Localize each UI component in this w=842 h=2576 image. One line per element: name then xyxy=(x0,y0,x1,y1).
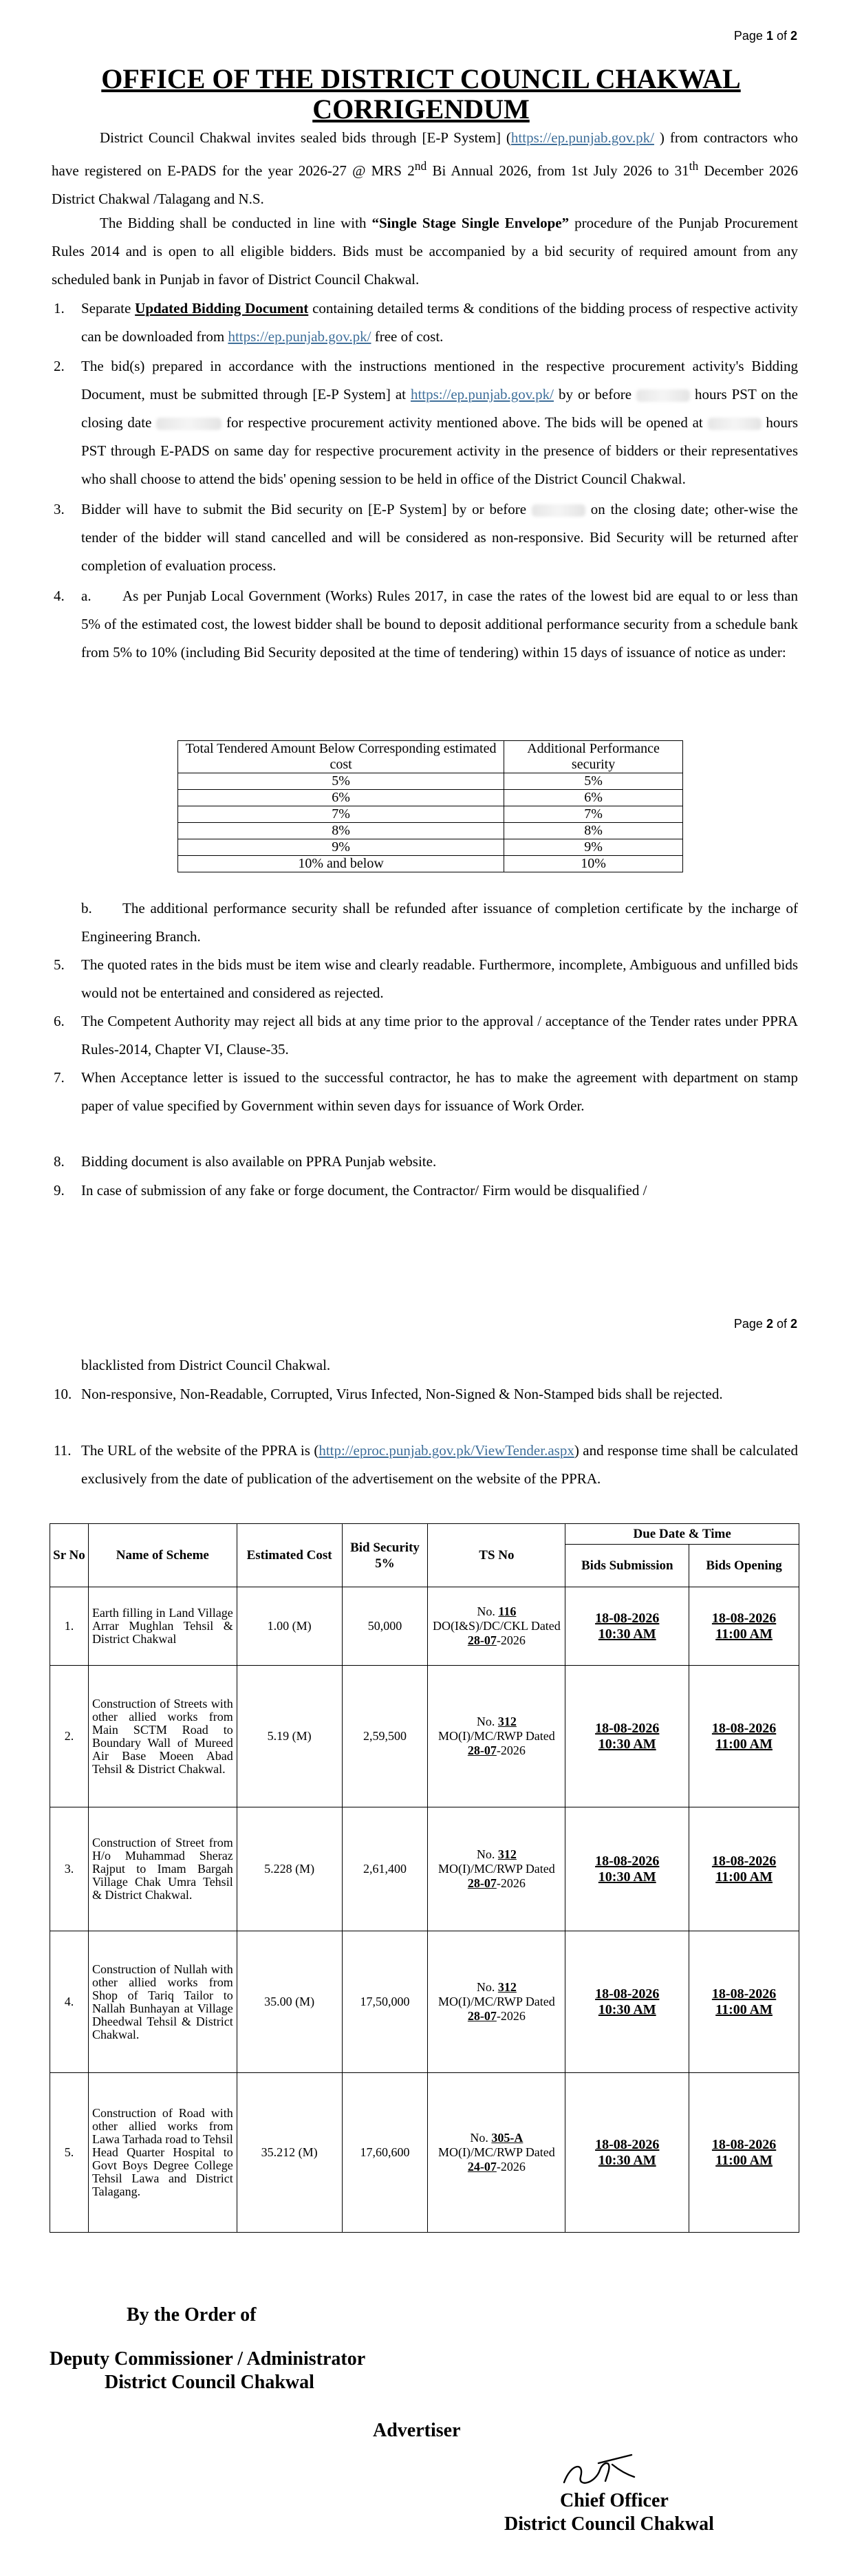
opening-datetime: 18-08-2026 11:00 AM xyxy=(689,1587,799,1666)
chief-district-council-line: District Council Chakwal xyxy=(504,2513,714,2535)
list-item-10: 10. Non-responsive, Non-Readable, Corrupted, Virus Infected, Non-Signed & Non-Stamped bids shall be rejected. xyxy=(54,1386,723,1402)
table-row: 1. Earth filling in Land Village Arrar Mughlan Tehsil & District Chakwal 1.00 (M) 50,000 No. 116 DO(I&S)/DC/CKL Dated 28-07-2026 18-08-2026 10:30 AM 18-08-2026 11:00 AM xyxy=(50,1587,799,1666)
list-item-4a: 4. a. As per Punjab Local Government (Works) Rules 2017, in case the rates of the lowest bid are equal to or less than 5% of the estimated cost, the lowest bidder shall be bound to deposit additional performance security from a schedule bank from 5% to 10% (including Bid Security deposited at the time of tendering) within 15 days of issuance of notice as under: xyxy=(54,588,798,661)
col-header-scheme: Name of Scheme xyxy=(88,1524,237,1587)
by-order-line: By the Order of xyxy=(127,2304,257,2326)
col-header-submission: Bids Submission xyxy=(565,1545,689,1587)
deputy-commissioner-line: Deputy Commissioner / Administrator xyxy=(50,2348,366,2370)
redacted-time xyxy=(636,389,690,402)
table-row: 7% 7% xyxy=(178,806,683,823)
list-item-9: 9. In case of submission of any fake or forge document, the Contractor/ Firm would be disqualified / xyxy=(54,1182,647,1199)
opening-datetime: 18-08-2026 11:00 AM xyxy=(689,1666,799,1807)
list-item-9-continued: blacklisted from District Council Chakwal. xyxy=(81,1357,331,1373)
bid-security: 2,61,400 xyxy=(342,1807,428,1931)
table-row: 5% 5% xyxy=(178,773,683,790)
ep-system-link[interactable]: https://ep.punjab.gov.pk/ xyxy=(510,129,654,146)
estimated-cost: 5.19 (M) xyxy=(237,1666,342,1807)
redacted-time xyxy=(532,504,585,517)
submission-datetime: 18-08-2026 10:30 AM xyxy=(565,1931,689,2073)
redacted-date xyxy=(156,418,222,430)
submission-datetime: 18-08-2026 10:30 AM xyxy=(565,2073,689,2233)
list-item-4b: b. The additional performance security shall be refunded after issuance of completion certificate by the incharge of Engineering Branch. xyxy=(81,900,798,945)
opening-datetime: 18-08-2026 11:00 AM xyxy=(689,1807,799,1931)
submission-datetime: 18-08-2026 10:30 AM xyxy=(565,1587,689,1666)
submission-datetime: 18-08-2026 10:30 AM xyxy=(565,1666,689,1807)
estimated-cost: 5.228 (M) xyxy=(237,1807,342,1931)
office-title: OFFICE OF THE DISTRICT COUNCIL CHAKWAL xyxy=(101,63,741,94)
ts-no: No. 305-A MO(I)/MC/RWP Dated 24-07-2026 xyxy=(428,2073,565,2233)
col-header-due: Due Date & Time xyxy=(565,1524,799,1545)
scheme-name: Earth filling in Land Village Arrar Mughlan Tehsil & District Chakwal xyxy=(88,1587,237,1666)
ts-no: No. 312 MO(I)/MC/RWP Dated 28-07-2026 xyxy=(428,1807,565,1931)
page-number: Page 2 of 2 xyxy=(733,1317,797,1331)
col-header-cost: Estimated Cost xyxy=(237,1524,342,1587)
col-header-ts: TS No xyxy=(428,1524,565,1587)
scheme-name: Construction of Street from H/o Muhammad Sheraz Rajput to Imam Bargah Village Chak Umra Tehsil & District Chakwal. xyxy=(88,1807,237,1931)
list-item-2: 2. The bid(s) prepared in accordance with the instructions mentioned in the respective procurement activity's Bidding Document, must be submitted through [E-P System] at https://ep.punjab.gov.pk/ by or before hours PST on the closing date for respective procurement activity mentioned above. The bids will be opened at hours PST through E-PADS on same day for respective procurement activity in the presence of bidders or their representatives who shall choose to attend the bids' opening session to be held in office of the District Council Chakwal. xyxy=(54,358,798,487)
advertiser-label: Advertiser xyxy=(373,2420,461,2441)
redacted-time xyxy=(708,418,762,430)
scheme-name: Construction of Road with other allied works from Lawa Tarhada road to Tehsil Head Quarter Hospital to Govt Boys Degree College Tehsil Lawa and District Talagang. xyxy=(88,2073,237,2233)
table-row: 5. Construction of Road with other allied works from Lawa Tarhada road to Tehsil Head Quarter Hospital to Govt Boys Degree College Tehsil Lawa and District Talagang. 35.212 (M) 17,60,600 No. 305-A MO(I)/MC/RWP Dated 24-07-2026 18-08-2026 10:30 AM 18-08-2026 11:00 AM xyxy=(50,2073,799,2233)
table-row: 10% and below 10% xyxy=(178,856,683,872)
scheme-name: Construction of Streets with other allied works from Main SCTM Road to Boundary Wall of Mureed Air Base Moeen Abad Tehsil & District Chakwal. xyxy=(88,1666,237,1807)
corrigendum-heading: CORRIGENDUM xyxy=(312,94,530,125)
list-item-11: 11. The URL of the website of the PPRA is (http://eproc.punjab.gov.pk/ViewTender.aspx) and response time shall be calculated exclusively from the date of publication of the advertisement on the website of the PPRA. xyxy=(54,1442,798,1487)
table-row: 9% 9% xyxy=(178,839,683,856)
col-header-opening: Bids Opening xyxy=(689,1545,799,1587)
bidding-procedure-paragraph: The Bidding shall be conducted in line with “Single Stage Single Envelope” procedure of the Punjab Procurement Rules 2014 and is open to all eligible bidders. Bids must be accompanied by a bid security of required amount from any scheduled bank in Punjab in favor of District Council Chakwal. xyxy=(52,215,798,288)
bids-table xyxy=(50,1523,799,2233)
district-council-line: District Council Chakwal xyxy=(105,2372,314,2393)
ps-header-security: Additional Performance security xyxy=(504,741,683,773)
ts-no: No. 116 DO(I&S)/DC/CKL Dated 28-07-2026 xyxy=(428,1587,565,1666)
chief-officer-line: Chief Officer xyxy=(560,2490,669,2511)
ts-no: No. 312 MO(I)/MC/RWP Dated 28-07-2026 xyxy=(428,1666,565,1807)
ppra-link[interactable]: http://eproc.punjab.gov.pk/ViewTender.aspx xyxy=(319,1442,574,1459)
ep-system-link[interactable]: https://ep.punjab.gov.pk/ xyxy=(228,328,371,345)
list-item-8: 8. Bidding document is also available on PPRA Punjab website. xyxy=(54,1153,437,1170)
col-header-sr: Sr No xyxy=(50,1524,89,1587)
estimated-cost: 35.00 (M) xyxy=(237,1931,342,2073)
submission-datetime: 18-08-2026 10:30 AM xyxy=(565,1807,689,1931)
table-row: 4. Construction of Nullah with other allied works from Shop of Tariq Tailor to Nallah Bunhayan at Village Dheedwal Tehsil & District Chakwal. 35.00 (M) 17,50,000 No. 312 MO(I)/MC/RWP Dated 28-07-2026 18-08-2026 10:30 AM 18-08-2026 11:00 AM xyxy=(50,1931,799,2073)
table-row: 2. Construction of Streets with other allied works from Main SCTM Road to Boundary Wall of Mureed Air Base Moeen Abad Tehsil & District Chakwal. 5.19 (M) 2,59,500 No. 312 MO(I)/MC/RWP Dated 28-07-2026 18-08-2026 10:30 AM 18-08-2026 11:00 AM xyxy=(50,1666,799,1807)
list-item-7: 7. When Acceptance letter is issued to the successful contractor, he has to make the agreement with department on stamp paper of value specified by Government within seven days for issuance of Work Order. xyxy=(54,1069,798,1114)
list-item-3: 3. Bidder will have to submit the Bid security on [E-P System] by or before on the closing date; other-wise the tender of the bidder will stand cancelled and will be considered as non-responsive. Bid Security will be returned after completion of evaluation process. xyxy=(54,501,798,574)
list-item-6: 6. The Competent Authority may reject all bids at any time prior to the approval / acceptance of the Tender rates under PPRA Rules-2014, Chapter VI, Clause-35. xyxy=(54,1013,798,1058)
bid-security: 50,000 xyxy=(342,1587,428,1666)
col-header-security: Bid Security 5% xyxy=(342,1524,428,1587)
ps-header-amount: Total Tendered Amount Below Corresponding estimated cost xyxy=(178,741,504,773)
ep-system-link[interactable]: https://ep.punjab.gov.pk/ xyxy=(410,386,554,402)
table-row: 6% 6% xyxy=(178,790,683,806)
intro-paragraph: District Council Chakwal invites sealed bids through [E-P System] (https://ep.punjab.gov.pk/ ) from contractors who have registered on E-PADS for the year 2026-27 @ MRS 2nd Bi Annual 2026, from 1st July 2026 to 31th December 2026 District Chakwal /Talagang and N.S. xyxy=(52,129,799,207)
bid-security: 17,60,600 xyxy=(342,2073,428,2233)
page-number: Page 1 of 2 xyxy=(733,29,797,43)
list-item-5: 5. The quoted rates in the bids must be item wise and clearly readable. Furthermore, incomplete, Ambiguous and unfilled bids would not be entertained and considered as rejected. xyxy=(54,956,798,1001)
estimated-cost: 1.00 (M) xyxy=(237,1587,342,1666)
performance-security-table xyxy=(177,740,683,872)
scheme-name: Construction of Nullah with other allied works from Shop of Tariq Tailor to Nallah Bunhayan at Village Dheedwal Tehsil & District Chakwal. xyxy=(88,1931,237,2073)
table-row: 3. Construction of Street from H/o Muhammad Sheraz Rajput to Imam Bargah Village Chak Umra Tehsil & District Chakwal. 5.228 (M) 2,61,400 No. 312 MO(I)/MC/RWP Dated 28-07-2026 18-08-2026 10:30 AM 18-08-2026 11:00 AM xyxy=(50,1807,799,1931)
page-2 xyxy=(0,1294,842,2576)
bid-security: 2,59,500 xyxy=(342,1666,428,1807)
bid-security: 17,50,000 xyxy=(342,1931,428,2073)
ts-no: No. 312 MO(I)/MC/RWP Dated 28-07-2026 xyxy=(428,1931,565,2073)
list-item-1: 1. Separate Updated Bidding Document containing detailed terms & conditions of the bidding process of respective activity can be downloaded from https://ep.punjab.gov.pk/ free of cost. xyxy=(54,300,798,345)
estimated-cost: 35.212 (M) xyxy=(237,2073,342,2233)
opening-datetime: 18-08-2026 11:00 AM xyxy=(689,2073,799,2233)
opening-datetime: 18-08-2026 11:00 AM xyxy=(689,1931,799,2073)
table-row: 8% 8% xyxy=(178,823,683,839)
